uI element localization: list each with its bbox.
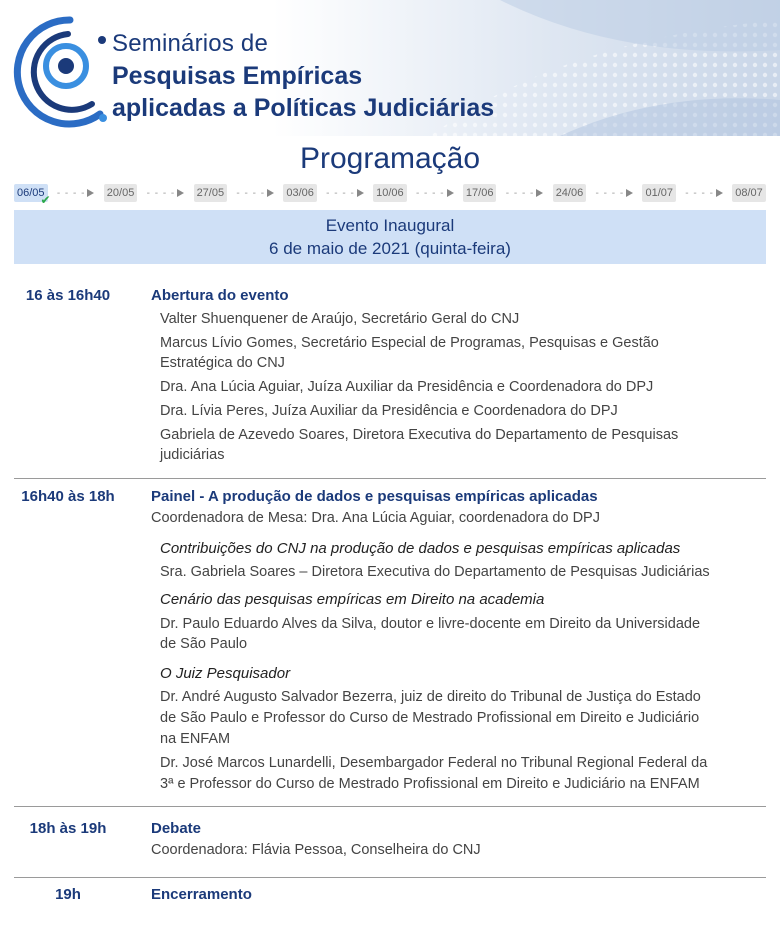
page-title: Programação [299, 142, 481, 175]
speaker-line: Dra. Lívia Peres, Juíza Auxiliar da Presidência e Coordenadora do DPJ [160, 403, 618, 419]
talk-title: Contribuições do CNJ na produção de dados e pesquisas empíricas aplicadas [160, 540, 681, 557]
session-title: Abertura do evento [151, 287, 289, 304]
header-title-line-1: Seminários de [112, 30, 269, 57]
speaker-line: Gabriela de Azevedo Soares, Diretora Executiva do Departamento de Pesquisas [160, 427, 679, 443]
speaker-line: judiciárias [160, 447, 225, 463]
speaker-line: de São Paulo e Professor do Curso de Mestrado Profissional em Direito e Judiciário [160, 710, 700, 726]
header-title-line-2: Pesquisas Empíricas [112, 62, 363, 90]
seminar-logo [8, 10, 108, 128]
timeline-date[interactable]: 17/06 [463, 184, 497, 202]
arrow-right-icon: - - - - [416, 188, 454, 199]
speaker-line: de São Paulo [160, 636, 248, 652]
timeline-date[interactable]: 10/06 [373, 184, 407, 202]
arrow-right-icon: - - - - [685, 188, 723, 199]
session-time: 16 às 16h40 [25, 287, 111, 304]
arrow-right-icon: - - - - [506, 188, 544, 199]
event-title: Evento Inaugural [325, 216, 455, 235]
speaker-line: Estratégica do CNJ [160, 355, 285, 371]
session-time: 19h [55, 886, 81, 903]
speaker-line: Sra. Gabriela Soares – Diretora Executiva do Departamento de Pesquisas Judiciárias [160, 564, 710, 580]
speaker-line: Dr. José Marcos Lunardelli, Desembargador Federal no Tribunal Regional Federal da [160, 755, 708, 771]
event-banner [14, 210, 766, 264]
arrow-right-icon: - - - - [596, 188, 634, 199]
timeline-date[interactable]: 20/05 [104, 184, 138, 202]
speaker-line: Dr. André Augusto Salvador Bezerra, juiz de direito do Tribunal de Justiça do Estado [160, 689, 701, 705]
arrow-right-icon: - - - - [326, 188, 364, 199]
divider [14, 806, 766, 807]
talk-title: O Juiz Pesquisador [160, 665, 291, 682]
arrow-right-icon: - - - - [147, 188, 185, 199]
session-title: Encerramento [151, 886, 252, 903]
speaker-line: na ENFAM [160, 731, 231, 747]
date-timeline [14, 183, 766, 207]
speaker-line: 3ª e Professor do Curso de Mestrado Profissional em Direito e Judiciário na ENFAM [160, 776, 700, 792]
moderator-line: Coordenadora de Mesa: Dra. Ana Lúcia Aguiar, coordenadora do DPJ [151, 510, 600, 526]
timeline-date[interactable]: 27/05 [194, 184, 228, 202]
divider [14, 478, 766, 479]
arrow-right-icon: - - - - [236, 188, 274, 199]
session-title: Painel - A produção de dados e pesquisas empíricas aplicadas [151, 488, 598, 505]
session-time: 16h40 às 18h [21, 488, 115, 505]
event-date: 6 de maio de 2021 (quinta-feira) [269, 239, 511, 258]
timeline-date[interactable]: 03/06 [283, 184, 317, 202]
session-time: 18h às 19h [29, 820, 107, 837]
divider [14, 877, 766, 878]
speaker-line: Marcus Lívio Gomes, Secretário Especial de Programas, Pesquisas e Gestão [160, 335, 659, 351]
speaker-line: Dra. Ana Lúcia Aguiar, Juíza Auxiliar da Presidência e Coordenadora do DPJ [160, 379, 654, 395]
page-header [0, 0, 780, 136]
speaker-line: Dr. Paulo Eduardo Alves da Silva, doutor e livre-docente em Direito da Universidade [160, 616, 701, 632]
arrow-right-icon: - - - - [57, 188, 95, 199]
timeline-date[interactable]: 24/06 [553, 184, 587, 202]
timeline-date[interactable]: 08/07 [732, 184, 766, 202]
speaker-line: Valter Shuenquener de Araújo, Secretário Geral do CNJ [160, 311, 520, 327]
check-icon: ✔ [40, 193, 51, 207]
session-title: Debate [151, 820, 202, 837]
timeline-date-active[interactable]: 06/05 ✔ [14, 184, 48, 202]
timeline-date[interactable]: 01/07 [642, 184, 676, 202]
moderator-line: Coordenadora: Flávia Pessoa, Conselheira do CNJ [151, 842, 481, 858]
header-title-line-3: aplicadas a Políticas Judiciárias [112, 94, 495, 122]
talk-title: Cenário das pesquisas empíricas em Direito na academia [160, 591, 545, 608]
